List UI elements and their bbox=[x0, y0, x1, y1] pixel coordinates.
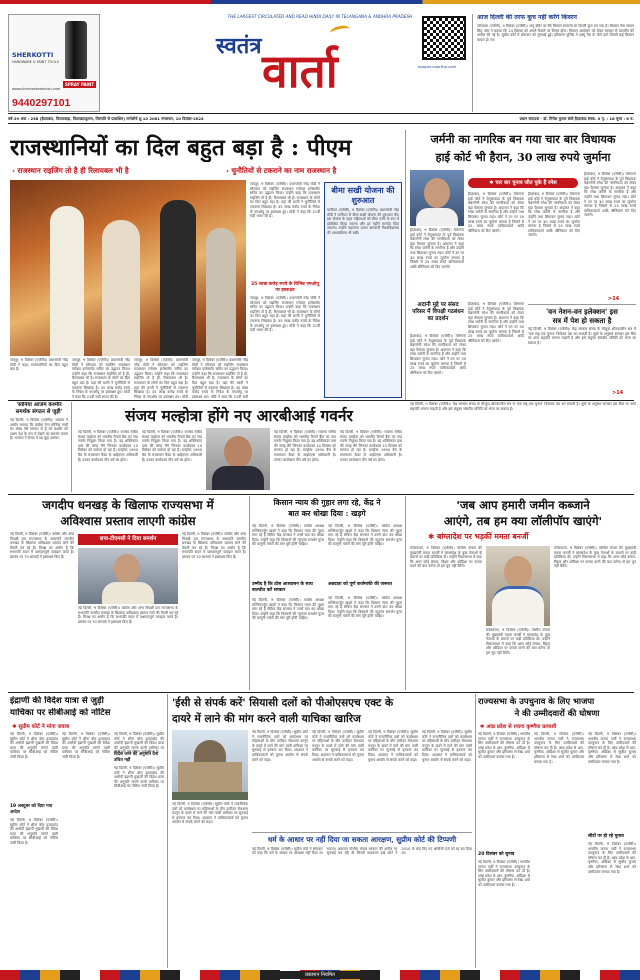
top-right-brief bbox=[472, 14, 634, 112]
one-nation-box bbox=[528, 304, 636, 400]
lead-photo-caption: जयपुर, 9 दिसंबर (एजेंसी)। प्रधानमंत्री नरेंद्र मोदी ने कहा, राजस्थानियों का दिल बहुत बड़ा है। bbox=[10, 358, 68, 372]
kisan-subhead-2: उम्मीद है कि ठोस आश्वासन के साथ बातचीत करें सरकार bbox=[252, 582, 313, 593]
kashmir-box bbox=[10, 402, 72, 492]
lead-photo-figure-3 bbox=[160, 200, 196, 356]
insurance-box bbox=[324, 182, 402, 398]
religion-box bbox=[252, 832, 472, 966]
lead-body-col2: जयपुर, 9 दिसंबर (एजेंसी)। प्रधानमंत्री नरेंद्र मोदी ने सोमवार को राइजिंग राजस्थान ग्लोबल इन्वेस्टमेंट समिट का उद्घाटन किया। उन्होंने कहा कि राजस्थान राइजिंग तो है ही, रिलायबल भी है। राजस्थान के लोगों का दिल बहुत बड़ा है। यहां की धरती ने चुनौतियों से टकराना सिखाया है। 35 लाख करोड़ रुपये के निवेश के एमओयू पर हस्ताक्षर हुए। मोदी bbox=[134, 358, 188, 398]
star-icon: ✱ bbox=[428, 532, 435, 541]
isi-headline-2: दायरे में लाने की मांग करने वाली याचिका खारिज bbox=[172, 713, 361, 725]
section-rule-1 bbox=[8, 400, 634, 401]
rbi-body-col1: नई दिल्ली, 9 दिसंबर (एजेंसी)। राजस्व सचिव संजय मल्होत्रा को भारतीय रिजर्व बैंक का नया गवर्नर नियुक्त किया गया है। वह शक्तिकांत दास की जगह लेंगे जिनका कार्यकाल 10 दिसंबर को समाप्त हो रहा है। मल्होत्रा 1990 बैच के राजस्थान कैडर के आईएएस अधिकारी हैं। उनका कार्यकाल तीन वर्ष का होगा। bbox=[78, 430, 138, 462]
section-rule-3 bbox=[8, 692, 634, 693]
dhankhar-headline-1: जगदीप धनखड़ के खिलाफ राज्यसभा में bbox=[42, 498, 214, 512]
kisan-body-col1: नई दिल्ली, 9 दिसंबर (एजेंसी)। कांग्रेस अध्यक्ष मल्लिकार्जुन खड़गे ने कहा कि किसान न्याय की गुहार लगा रहे हैं लेकिन केंद्र सरकार ने उनसे बात कर धोखा दिया। उन्होंने कहा कि किसानों की न्यूनतम समर्थन मूल्य की कानूनी गारंटी की मांग पूरी होनी चाहिए। bbox=[252, 524, 324, 547]
germany-photo bbox=[410, 170, 464, 226]
rbi-photo-face bbox=[224, 436, 252, 468]
kisan-subhead: अन्नदाता को पूर्ण कर्जमाफी की जरूरत bbox=[328, 582, 393, 587]
dhankhar-body-col2: नई दिल्ली, 9 दिसंबर (एजेंसी)। कांग्रेस और अन्य विपक्षी दल राज्यसभा के सभापति जगदीप धनखड़ के खिलाफ अविश्वास प्रस्ताव लाने की तैयारी कर रहे हैं। विपक्ष का आरोप है कि सभापति सदन में पक्षपातपूर्ण व्यवहार करते हैं। प्रस्ताव पर 70 सांसदों ने हस्ताक्षर किए हैं। bbox=[182, 532, 246, 559]
qr-code-icon[interactable] bbox=[422, 16, 466, 60]
footer-text: प्रकाशन नियमित bbox=[260, 971, 380, 979]
court-base bbox=[172, 792, 248, 800]
isi-body-col2: नई दिल्ली, 9 दिसंबर (एजेंसी)। सुप्रीम कोर्ट ने राजनीतिक दलों को कार्यस्थल पर महिलाओं के यौन उत्पीड़न रोकथाम कानून के दायरे में लाने की मांग वाली याचिका पर सुनवाई से इनकार कर दिया। अदालत ने याचिकाकर्ता को चुनाव आयोग से संपर्क करने को कहा। bbox=[252, 730, 308, 762]
arrow-right-icon: > bbox=[608, 296, 613, 302]
kisan-headline-1: किसान न्याय की गुहार लगा रहे, केंद्र ने bbox=[273, 498, 381, 507]
germany-headline-1: जर्मनी का नागरिक बन गया चार बार विधायक bbox=[430, 132, 616, 146]
masthead-title: वार्ता bbox=[262, 44, 338, 98]
vertical-rule-5 bbox=[475, 694, 476, 968]
indrani-body-col2: नई दिल्ली, 9 दिसंबर (एजेंसी)। सुप्रीम कोर्ट ने शीना बोरा हत्याकांड की आरोपी इंद्राणी मुखर्जी की विदेश यात्रा की अनुमति मांगने वाली याचिका पर सीबीआई को नोटिस जारी किया है। bbox=[62, 732, 110, 759]
indrani-headline-2: याचिका पर सीबीआई को नोटिस bbox=[10, 708, 111, 718]
lead-headline: राजस्थानियों का दिल बहुत बड़ा है : पीएम bbox=[10, 135, 352, 161]
germany-body-col1: हैदराबाद, 9 दिसंबर (एजेंसी)। तेलंगाना हाई कोर्ट ने वेमुलावाड़ा के पूर्व विधायक चेन्नमनेनी रमेश की नागरिकता को लेकर बड़ा फैसला सुनाया है। अदालत ने कहा कि रमेश जर्मनी के नागरिक हैं और उन्होंने तथ्य छिपाकर चुनाव लड़ा। कोर्ट ने उन पर 30 लाख रुपये का जुर्माना लगाया है जिसमें से 25 लाख रुपये याचिकाकर्ता आदि श्रीनिवास को दिए जाएंगे। bbox=[468, 192, 524, 233]
rajya-sabha-sub-1: 20 दिसंबर को चुनाव bbox=[478, 852, 515, 857]
top-color-strip bbox=[0, 0, 640, 4]
insurance-body: पानीपत (एजेंसी), 9 दिसंबर (एजेंसी)। प्रधानमंत्री नरेंद्र मोदी ने पानीपत से बीमा सखी योजना की शुरुआत की। इस योजना के तहत महिलाओं को बीमा एजेंट के रूप में प्रशिक्षित किया जाएगा और हर महीने मानदेय दिया जाएगा। उन्होंने महाराणा प्रताप बागवानी विश्वविद्यालय की आधारशिला भी रखी। bbox=[327, 208, 399, 235]
indrani-body-col3b: नई दिल्ली, 9 दिसंबर (एजेंसी)। सुप्रीम कोर्ट ने शीना बोरा हत्याकांड की आरोपी इंद्राणी मुखर्जी की विदेश यात्रा की अनुमति मांगने वाली याचिका पर सीबीआई को नोटिस जारी किया है। bbox=[114, 766, 164, 789]
vertical-rule-3 bbox=[405, 496, 406, 690]
kisan-body-col3: नई दिल्ली, 9 दिसंबर (एजेंसी)। कांग्रेस अध्यक्ष मल्लिकार्जुन खड़गे ने कहा कि किसान न्याय की गुहार लगा रहे हैं लेकिन केंद्र सरकार ने उनसे बात कर धोखा दिया। उन्होंने कहा कि किसानों की न्यूनतम समर्थन मूल्य की कानूनी गारंटी की मांग पूरी होनी चाहिए। bbox=[252, 598, 324, 621]
rajya-sabha-body-col3: नई दिल्ली, 9 दिसंबर (एजेंसी)। भारतीय जनता पार्टी ने राज्यसभा उपचुनाव के लिए उम्मीदवारों की घोषणा कर दी है। आंध्र प्रदेश से आर. कृष्णैया, ओडिशा से सुजीत कुमार और हरियाणा से रेखा शर्मा को उम्मीदवार बनाया गया है। bbox=[588, 732, 636, 764]
dhankhar-banner: सपा-टीएमसी ने दिया समर्थन bbox=[78, 534, 178, 545]
indrani-body-col3: नई दिल्ली, 9 दिसंबर (एजेंसी)। सुप्रीम कोर्ट ने शीना बोरा हत्याकांड की आरोपी इंद्राणी मुखर्जी की विदेश यात्रा की अनुमति मांगने वाली याचिका पर bbox=[114, 732, 164, 750]
adani-subhead: अदानी मुद्दे पर संसद परिसर में विपक्षी गठबंधन का प्रदर्शन bbox=[412, 302, 464, 322]
kashmir-body: नई दिल्ली, 9 दिसंबर (एजेंसी)। भाजपा ने आरोप लगाया कि कांग्रेस नेता सोनिया गांधी का संबंध ऐसे संगठन से है जो कश्मीर को अलग देश के रूप में देखने का समर्थन करता है। भाजपा ने संसद में यह मुद्दा उठाया। bbox=[10, 418, 68, 441]
arrow-right-icon: > bbox=[612, 390, 617, 396]
section-rule-2 bbox=[8, 494, 634, 495]
dhankhar-body-col1: नई दिल्ली, 9 दिसंबर (एजेंसी)। कांग्रेस और अन्य विपक्षी दल राज्यसभा के सभापति जगदीप धनखड़ के खिलाफ अविश्वास प्रस्ताव लाने की तैयारी कर रहे हैं। विपक्ष का आरोप है कि सभापति सदन में पक्षपातपूर्ण व्यवहार करते हैं। प्रस्ताव पर 70 सांसदों ने हस्ताक्षर किए हैं। bbox=[10, 532, 74, 559]
indrani-body-col1: नई दिल्ली, 9 दिसंबर (एजेंसी)। सुप्रीम कोर्ट ने शीना बोरा हत्याकांड की आरोपी इंद्राणी मुखर्जी की विदेश यात्रा की अनुमति मांगने वाली याचिका पर सीबीआई को नोटिस जारी किया है। bbox=[10, 732, 58, 759]
isi-headline-1 bbox=[172, 696, 472, 710]
chevron-right-icon: › bbox=[226, 166, 229, 175]
indrani-headline-1: इंद्राणी की विदेश यात्रा से जुड़ी bbox=[10, 696, 104, 706]
lead-kicker-2-text: चुनौतियों से टकराने का नाम राजस्थान है bbox=[231, 166, 337, 175]
kashmir-headline: 'सोनिया आजम कश्मीर समर्थक संगठन से जुड़ी' bbox=[15, 402, 63, 415]
ad-brand: SHERKOTTI bbox=[12, 51, 54, 59]
ad-sub: HARDWARE & PAINT TOOLS bbox=[12, 60, 59, 64]
lead-photo bbox=[10, 180, 246, 356]
rajya-sabha-sub-2: सीटों पर हो रहे चुनाव bbox=[588, 834, 624, 839]
kisan-body-col4: नई दिल्ली, 9 दिसंबर (एजेंसी)। कांग्रेस अध्यक्ष मल्लिकार्जुन खड़गे ने कहा कि किसान न्याय की गुहार लगा रहे हैं लेकिन केंद्र सरकार ने उनसे बात कर धोखा दिया। उन्होंने कहा कि किसानों की न्यूनतम समर्थन मूल्य की कानूनी गारंटी की मांग पूरी होनी चाहिए। bbox=[328, 596, 402, 619]
ad-badge: SPRAY PAINT bbox=[65, 82, 95, 87]
germany-banner bbox=[468, 178, 578, 188]
isi-headline-1-text: 'ईसी से संपर्क करें' सियासी दलों को पीओएसएच एक्ट के bbox=[172, 697, 394, 709]
germany-body-col2: हैदराबाद, 9 दिसंबर (एजेंसी)। तेलंगाना हाई कोर्ट ने वेमुलावाड़ा के पूर्व विधायक चेन्नमनेनी रमेश की नागरिकता को लेकर बड़ा फैसला सुनाया है। अदालत ने कहा कि रमेश जर्मनी के नागरिक हैं और उन्होंने तथ्य छिपाकर चुनाव लड़ा। कोर्ट ने उन पर 30 लाख रुपये का जुर्माना लगाया है जिसमें से 25 लाख रुपये याचिकाकर्ता आदि श्रीनिवास को दिए जाएंगे। bbox=[528, 192, 580, 238]
rbi-body-col3: नई दिल्ली, 9 दिसंबर (एजेंसी)। राजस्व सचिव संजय मल्होत्रा को भारतीय रिजर्व बैंक का नया गवर्नर नियुक्त किया गया है। वह शक्तिकांत दास की जगह लेंगे जिनका कार्यकाल 10 दिसंबर को समाप्त हो रहा है। मल्होत्रा 1990 बैच के राजस्थान कैडर के आईएएस अधिकारी हैं। उनका कार्यकाल तीन वर्ष का होगा। bbox=[274, 430, 336, 462]
lead-kicker-1 bbox=[12, 166, 222, 176]
kisan-body-col2: नई दिल्ली, 9 दिसंबर (एजेंसी)। कांग्रेस अध्यक्ष मल्लिकार्जुन खड़गे ने कहा कि किसान न्याय की गुहार लगा रहे हैं लेकिन केंद्र सरकार ने उनसे बात कर धोखा दिया। उन्होंने कहा कि किसानों की न्यूनतम समर्थन मूल्य की कानूनी गारंटी की मांग पूरी होनी चाहिए। bbox=[328, 524, 402, 547]
bird-logo-icon bbox=[329, 24, 351, 38]
vertical-rule-2 bbox=[249, 496, 250, 690]
rbi-body-col2: नई दिल्ली, 9 दिसंबर (एजेंसी)। राजस्व सचिव संजय मल्होत्रा को भारतीय रिजर्व बैंक का नया गवर्नर नियुक्त किया गया है। वह शक्तिकांत दास की जगह लेंगे जिनका कार्यकाल 10 दिसंबर को समाप्त हो रहा है। मल्होत्रा 1990 बैच के राजस्थान कैडर के आईएएस अधिकारी हैं। उनका कार्यकाल तीन वर्ष का होगा। bbox=[142, 430, 202, 462]
one-nation-headline-1: 'वन नेशन-वन इलेक्शन' इस bbox=[546, 307, 618, 316]
religion-headline: धर्म के आधार पर नहीं दिया जा सकता आरक्षण, सुप्रीम कोर्ट की टिप्पणी bbox=[267, 835, 457, 844]
masthead-ad[interactable] bbox=[8, 14, 100, 112]
one-nation-continue bbox=[612, 390, 623, 396]
mamata-headline-2: आएंगे, तब हम क्या लॉलीपॉप खाएंगे' bbox=[443, 514, 603, 528]
star-icon: ✱ bbox=[12, 724, 17, 730]
lead-kicker-2 bbox=[226, 166, 404, 176]
lead-subhead: 35 लाख करोड़ रुपये के विभिन्न एमओयू पर हस्ताक्षर bbox=[250, 282, 320, 293]
court-dome bbox=[194, 740, 226, 762]
lead-photo-figure-4 bbox=[206, 228, 236, 356]
indrani-body-col1b: नई दिल्ली, 9 दिसंबर (एजेंसी)। सुप्रीम कोर्ट ने शीना बोरा हत्याकांड की आरोपी इंद्राणी मुखर्जी की विदेश यात्रा की अनुमति मांगने वाली याचिका पर सीबीआई को नोटिस जारी किया है। bbox=[10, 818, 58, 845]
court-building bbox=[178, 762, 242, 792]
vertical-rule-4 bbox=[167, 694, 168, 968]
lead-body-side: जयपुर, 9 दिसंबर (एजेंसी)। प्रधानमंत्री नरेंद्र मोदी ने सोमवार को राइजिंग राजस्थान ग्लोबल इन्वेस्टमेंट समिट का उद्घाटन किया। उन्होंने कहा कि राजस्थान राइजिंग तो है ही, रिलायबल भी है। राजस्थान के लोगों का दिल बहुत बड़ा है। यहां की धरती ने चुनौतियों से टकराना सिखाया है। 35 लाख करोड़ रुपये के निवेश के एमओयू पर हस्ताक्षर हुए। मोदी ने कहा कि 21वीं सदी भारत की है। bbox=[250, 182, 320, 219]
chevron-right-icon: › bbox=[12, 166, 15, 175]
adani-body: हैदराबाद, 9 दिसंबर (एजेंसी)। तेलंगाना हाई कोर्ट ने वेमुलावाड़ा के पूर्व विधायक चेन्नमनेनी रमेश की नागरिकता को लेकर बड़ा फैसला सुनाया है। अदालत ने कहा कि रमेश जर्मनी के नागरिक हैं और उन्होंने तथ्य छिपाकर चुनाव लड़ा। कोर्ट ने उन पर 30 लाख रुपये का जुर्माना लगाया है जिसमें से 25 लाख रुपये याचिकाकर्ता आदि श्रीनिवास को दिए जाएंगे। bbox=[410, 334, 466, 375]
rajya-sabha-body-col1b: नई दिल्ली, 9 दिसंबर (एजेंसी)। भारतीय जनता पार्टी ने राज्यसभा उपचुनाव के लिए उम्मीदवारों की घोषणा कर दी है। आंध्र प्रदेश से आर. कृष्णैया, ओडिशा से सुजीत कुमार और हरियाणा से रेखा शर्मा को उम्मीदवार बनाया गया है। bbox=[478, 860, 530, 887]
germany-headline-2: हाई कोर्ट भी हैरान, 30 लाख रुपये जुर्माना bbox=[435, 150, 611, 164]
adani-body-2: हैदराबाद, 9 दिसंबर (एजेंसी)। तेलंगाना हाई कोर्ट ने वेमुलावाड़ा के पूर्व विधायक चेन्नमनेनी रमेश की नागरिकता को लेकर बड़ा फैसला सुनाया है। अदालत ने कहा कि रमेश जर्मनी के नागरिक हैं और उन्होंने तथ्य छिपाकर चुनाव लड़ा। कोर्ट ने उन पर 30 लाख रुपये का जुर्माना लगाया है जिसमें से 25 लाख रुपये याचिकाकर्ता आदि श्रीनिवास को दिए जाएंगे। bbox=[468, 302, 524, 343]
lead-photo-figure-1 bbox=[50, 206, 84, 356]
lead-body-col3: जयपुर, 9 दिसंबर (एजेंसी)। प्रधानमंत्री नरेंद्र मोदी ने सोमवार को राइजिंग राजस्थान ग्लोबल इन्वेस्टमेंट समिट का उद्घाटन किया। उन्होंने कहा कि राजस्थान राइजिंग तो है ही, रिलायबल भी है। राजस्थान के लोगों का दिल बहुत बड़ा है। यहां की धरती ने चुनौतियों से टकराना सिखाया है। 35 लाख करोड़ रुपये के निवेश के एमओयू पर हस्ताक्षर हुए। मोदी ने कहा कि 21वीं सदी bbox=[192, 358, 248, 398]
indrani-sub-1: 19 अक्टूबर को दिया गया आदेश bbox=[10, 804, 53, 815]
germany-banner-text: चार बार चुनाव जीत चुके हैं रमेश bbox=[495, 180, 557, 186]
one-nation-headline-2: सत्र में पेश हो सकता है bbox=[552, 316, 612, 325]
rbi-headline: संजय मल्होत्रा होंगे नए आरबीआई गवर्नर bbox=[125, 406, 353, 425]
mamata-body-col2: कोलकाता, 9 दिसंबर (एजेंसी)। पश्चिम बंगाल की मुख्यमंत्री ममता बनर्जी ने बांग्लादेश के कुछ नेताओं के बयानों पर कड़ी प्रतिक्रिया दी। उन्होंने विधानसभा में कहा कि अगर कोई बंगाल, बिहार और ओडिशा पर कब्जा करने की बात करेगा तो हम चुप नहीं बैठेंगे। bbox=[486, 628, 550, 655]
lead-body-side-2: जयपुर, 9 दिसंबर (एजेंसी)। प्रधानमंत्री नरेंद्र मोदी ने सोमवार को राइजिंग राजस्थान ग्लोबल इन्वेस्टमेंट समिट का उद्घाटन किया। उन्होंने कहा कि राजस्थान राइजिंग तो है ही, रिलायबल भी है। राजस्थान के लोगों का दिल बहुत बड़ा है। यहां की धरती ने चुनौतियों से टकराना सिखाया है। 35 लाख करोड़ रुपये के निवेश के एमओयू पर हस्ताक्षर हुए। मोदी ने कहा कि 21वीं सदी भारत की है। bbox=[250, 296, 320, 333]
rajya-sabha-body-col2: नई दिल्ली, 9 दिसंबर (एजेंसी)। भारतीय जनता पार्टी ने राज्यसभा उपचुनाव के लिए उम्मीदवारों की घोषणा कर दी है। आंध्र प्रदेश से आर. कृष्णैया, ओडिशा से सुजीत कुमार और हरियाणा से रेखा शर्मा को उम्मीदवार बनाया गया है। bbox=[534, 732, 584, 764]
germany-continue-page: 14 bbox=[612, 296, 620, 302]
isi-body-col5: नई दिल्ली, 9 दिसंबर (एजेंसी)। सुप्रीम कोर्ट ने राजनीतिक दलों को कार्यस्थल पर महिलाओं के यौन उत्पीड़न रोकथाम कानून के दायरे में लाने की मांग वाली याचिका पर सुनवाई से इनकार कर दिया। अदालत ने याचिकाकर्ता को चुनाव आयोग से संपर्क करने को कहा। bbox=[422, 730, 472, 762]
masthead-rule-2 bbox=[8, 123, 634, 124]
lead-kicker-1-text: राजस्थान राइजिंग तो है ही रिलायबल भी है bbox=[17, 166, 129, 175]
germany-photo-shirt bbox=[416, 208, 458, 226]
edition-info: वर्ष-29 अंक : 258 (हैदराबाद, विजयवाड़ा, विशाखापट्टणम, तिरुपति से प्रकाशित) मार्गशीर्ष शु.10 2081 मंगलवार, 10 दिसंबर-2024 bbox=[8, 116, 204, 121]
ad-phone: 9440297101 bbox=[12, 97, 71, 109]
mamata-headline-1: 'जब आप हमारी जमीन कब्जाने bbox=[456, 498, 590, 512]
masthead-tagline: THE LARGEST CIRCULATED AND READ HINDI DAILY IN TELANGANA & ANDHRA PRADESH bbox=[227, 14, 413, 19]
ad-site: www.cherrieskeebrush.com bbox=[12, 87, 61, 91]
mamata-photo-saree bbox=[492, 586, 544, 626]
rajya-sabha-headline-1: राज्यसभा के उपचुनाव के लिए भाजपा bbox=[478, 696, 595, 706]
isi-body-col4: नई दिल्ली, 9 दिसंबर (एजेंसी)। सुप्रीम कोर्ट ने राजनीतिक दलों को कार्यस्थल पर महिलाओं के यौन उत्पीड़न रोकथाम कानून के दायरे में लाने की मांग वाली याचिका पर सुनवाई से इनकार कर दिया। अदालत ने याचिकाकर्ता को चुनाव आयोग से संपर्क करने को कहा। bbox=[368, 730, 418, 762]
rajya-sabha-body-col3b: नई दिल्ली, 9 दिसंबर (एजेंसी)। भारतीय जनता पार्टी ने राज्यसभा उपचुनाव के लिए उम्मीदवारों की घोषणा कर दी है। आंध्र प्रदेश से आर. कृष्णैया, ओडिशा से सुजीत कुमार और हरियाणा से रेखा शर्मा को उम्मीदवार बनाया गया है। bbox=[588, 842, 636, 874]
lead-photo-figure-2 bbox=[102, 220, 140, 356]
rbi-photo-suit bbox=[212, 466, 264, 490]
editor-info: प्रधान संपादक - डॉ. गिरीश कुमार संघी हैदराबाद संस्क. 0 पृ. : 16 मूल्य : 6 रु. bbox=[519, 116, 634, 121]
rajya-sabha-body-col1: नई दिल्ली, 9 दिसंबर (एजेंसी)। भारतीय जनता पार्टी ने राज्यसभा उपचुनाव के लिए उम्मीदवारों की घोषणा कर दी है। आंध्र प्रदेश से आर. कृष्णैया, ओडिशा से सुजीत कुमार और हरियाणा से रेखा शर्मा को उम्मीदवार बनाया गया है। bbox=[478, 732, 530, 759]
religion-body: नई दिल्ली, 9 दिसंबर (एजेंसी)। सुप्रीम कोर्ट ने सोमवार को कहा कि धर्म के आधार पर आरक्षण नहीं दिया जा सकता। अदालत पश्चिम बंगाल सरकार की अपील पर सुनवाई कर रही थी जिसमें कलकत्ता हाई कोर्ट ने 2010 के बाद दिए गए ओबीसी दर्जे को रद्द कर दिया था। bbox=[252, 846, 472, 856]
rajya-sabha-kicker-text: आंध्र प्रदेश से रयागा कृष्णैया प्रत्याशी bbox=[486, 724, 557, 730]
spray-can-icon bbox=[65, 21, 87, 79]
isi-body-col1: नई दिल्ली, 9 दिसंबर (एजेंसी)। सुप्रीम कोर्ट ने राजनीतिक दलों को कार्यस्थल पर महिलाओं के यौन उत्पीड़न रोकथाम कानून के दायरे में लाने की मांग वाली याचिका पर सुनवाई से इनकार कर दिया। अदालत ने याचिकाकर्ता को चुनाव आयोग से संपर्क करने को कहा। bbox=[172, 802, 248, 825]
one-nation-body-cont: नई दिल्ली, 9 दिसंबर (एजेंसी)। केंद्र सरकार संसद के मौजूदा शीतकालीन सत्र में 'एक राष्ट्र-एक चुनाव' विधेयक पेश कर सकती है। सूत्रों के अनुसार सरकार इस बिल पर आम सहमति बनाना चाहती है और इसे संयुक्त संसदीय समिति को भेजा जा सकता है। bbox=[410, 402, 636, 411]
dhankhar-headline-2: अविश्वास प्रस्ताव लाएगी कांग्रेस bbox=[60, 514, 196, 528]
germany-body-col3: हैदराबाद, 9 दिसंबर (एजेंसी)। तेलंगाना हाई कोर्ट ने वेमुलावाड़ा के पूर्व विधायक चेन्नमनेनी रमेश की नागरिकता को लेकर बड़ा फैसला सुनाया है। अदालत ने कहा कि रमेश जर्मनी के नागरिक हैं और उन्होंने तथ्य छिपाकर चुनाव लड़ा। कोर्ट ने उन पर 30 लाख रुपये का जुर्माना लगाया है जिसमें से 25 लाख रुपये याचिकाकर्ता आदि श्रीनिवास को दिए जाएंगे। bbox=[584, 172, 636, 218]
star-icon: ✱ bbox=[489, 180, 494, 186]
dhankhar-photo-suit bbox=[102, 582, 154, 604]
insurance-headline: बीमा सखी योजना की शुरुआत bbox=[331, 185, 395, 205]
one-nation-body: नई दिल्ली, 9 दिसंबर (एजेंसी)। केंद्र सरकार संसद के मौजूदा शीतकालीन सत्र में 'एक राष्ट्र-एक चुनाव' विधेयक पेश कर सकती है। सूत्रों के अनुसार सरकार इस बिल पर आम सहमति बनाना चाहती है और इसे संयुक्त संसदीय समिति को भेजा जा सकता है। bbox=[528, 327, 636, 345]
masthead-website[interactable]: epaper.vaartha.com bbox=[418, 64, 457, 69]
indrani-sub-2: विदेश जाने की अनुमति देना उचित नहीं bbox=[114, 752, 159, 763]
rajya-sabha-headline-2: ने की उम्मीदवारों की घोषणा bbox=[514, 708, 600, 718]
mamata-kicker-text: बांग्लादेश पर भड़कीं ममता बनर्जी bbox=[437, 532, 529, 541]
rbi-photo bbox=[206, 428, 270, 490]
lead-body-col1: जयपुर, 9 दिसंबर (एजेंसी)। प्रधानमंत्री नरेंद्र मोदी ने सोमवार को राइजिंग राजस्थान ग्लोबल इन्वेस्टमेंट समिट का उद्घाटन किया। उन्होंने कहा कि राजस्थान राइजिंग तो है ही, रिलायबल भी है। राजस्थान के लोगों का दिल बहुत बड़ा है। यहां की धरती ने चुनौतियों से टकराना सिखाया है। 35 लाख करोड़ रुपये के निवेश के एमओयू पर हस्ताक्षर हुए। मोदी ने कहा कि 21वीं सदी भारत की है। bbox=[72, 358, 130, 398]
mamata-body-col3: कोलकाता, 9 दिसंबर (एजेंसी)। पश्चिम बंगाल की मुख्यमंत्री ममता बनर्जी ने बांग्लादेश के कुछ नेताओं के बयानों पर कड़ी प्रतिक्रिया दी। उन्होंने विधानसभा में कहा कि अगर कोई बंगाल, बिहार और ओडिशा पर कब्जा करने की बात करेगा तो हम चुप नहीं बैठेंगे। bbox=[554, 546, 636, 569]
dhankhar-photo bbox=[78, 548, 178, 604]
mamata-kicker bbox=[428, 532, 628, 542]
rajya-sabha-kicker bbox=[480, 722, 636, 730]
dhankhar-body-col3: नई दिल्ली, 9 दिसंबर (एजेंसी)। कांग्रेस और अन्य विपक्षी दल राज्यसभा के सभापति जगदीप धनखड़ के खिलाफ अविश्वास प्रस्ताव लाने की तैयारी कर रहे हैं। विपक्ष का आरोप है कि सभापति सदन में पक्षपातपूर्ण व्यवहार करते हैं। प्रस्ताव पर 70 सांसदों ने हस्ताक्षर किए हैं। bbox=[78, 606, 178, 624]
star-icon: ✱ bbox=[480, 724, 485, 730]
indrani-kicker bbox=[12, 722, 162, 730]
one-nation-continue-page: 14 bbox=[616, 390, 624, 396]
masthead-title-top: स्वतंत्र bbox=[216, 33, 262, 59]
mamata-body-col1: कोलकाता, 9 दिसंबर (एजेंसी)। पश्चिम बंगाल की मुख्यमंत्री ममता बनर्जी ने बांग्लादेश के कुछ नेताओं के बयानों पर कड़ी प्रतिक्रिया दी। उन्होंने विधानसभा में कहा कि अगर कोई बंगाल, बिहार और ओडिशा पर कब्जा करने की बात करेगा तो हम चुप नहीं बैठेंगे। bbox=[410, 546, 482, 569]
vertical-rule-1 bbox=[405, 130, 406, 400]
mamata-photo bbox=[486, 546, 550, 626]
isi-body-col3: नई दिल्ली, 9 दिसंबर (एजेंसी)। सुप्रीम कोर्ट ने राजनीतिक दलों को कार्यस्थल पर महिलाओं के यौन उत्पीड़न रोकथाम कानून के दायरे में लाने की मांग वाली याचिका पर सुनवाई से इनकार कर दिया। अदालत ने याचिकाकर्ता को चुनाव आयोग से संपर्क करने को कहा। bbox=[312, 730, 364, 762]
mamata-photo-face bbox=[504, 556, 532, 588]
germany-continue bbox=[608, 296, 619, 302]
rbi-body-col4: नई दिल्ली, 9 दिसंबर (एजेंसी)। राजस्व सचिव संजय मल्होत्रा को भारतीय रिजर्व बैंक का नया गवर्नर नियुक्त किया गया है। वह शक्तिकांत दास की जगह लेंगे जिनका कार्यकाल 10 दिसंबर को समाप्त हो रहा है। मल्होत्रा 1990 बैच के राजस्थान कैडर के आईएएस अधिकारी हैं। उनका कार्यकाल तीन वर्ष का होगा। bbox=[340, 430, 402, 462]
germany-body-col0: हैदराबाद, 9 दिसंबर (एजेंसी)। तेलंगाना हाई कोर्ट ने वेमुलावाड़ा के पूर्व विधायक चेन्नमनेनी रमेश की नागरिकता को लेकर बड़ा फैसला सुनाया है। अदालत ने कहा कि रमेश जर्मनी के नागरिक हैं और उन्होंने तथ्य छिपाकर चुनाव लड़ा। कोर्ट ने उन पर 30 लाख रुपये का जुर्माना लगाया है जिसमें से 25 लाख रुपये याचिकाकर्ता आदि श्रीनिवास को दिए जाएंगे। bbox=[410, 228, 464, 269]
top-right-body: पटियाला (एजेंसी), 9 दिसंबर (एजेंसी)। शंभू बॉर्डर पर बैठे किसान संगठनों का दिल्ली कूच टल गया है। किसान नेता सरवन सिंह पंधेर ने बताया कि 14 दिसंबर को अगले फैसले पर विचार होगा। किसान आंदोलन को लेकर सरकार से बातचीत की अपील की गई है। सुप्रीम कोर्ट में सोमवार को सुनवाई हुई। हरियाणा पुलिस ने आंसू गैस के गोले दागे जिसमें कई किसान घायल हो गए। bbox=[477, 24, 634, 42]
top-right-headline: आज दिल्ली की तरफ कूच नहीं करेंगे किसान bbox=[477, 14, 577, 21]
masthead-rule bbox=[8, 113, 634, 114]
germany-photo-face bbox=[424, 178, 450, 208]
supreme-court-photo bbox=[172, 730, 248, 800]
kisan-headline-2: बात कर धोखा दिया : खड़गे bbox=[288, 509, 366, 518]
indrani-kicker-text: सुप्रीम कोर्ट ने मांगा जवाब bbox=[18, 724, 70, 730]
dhankhar-photo-face bbox=[114, 554, 140, 584]
